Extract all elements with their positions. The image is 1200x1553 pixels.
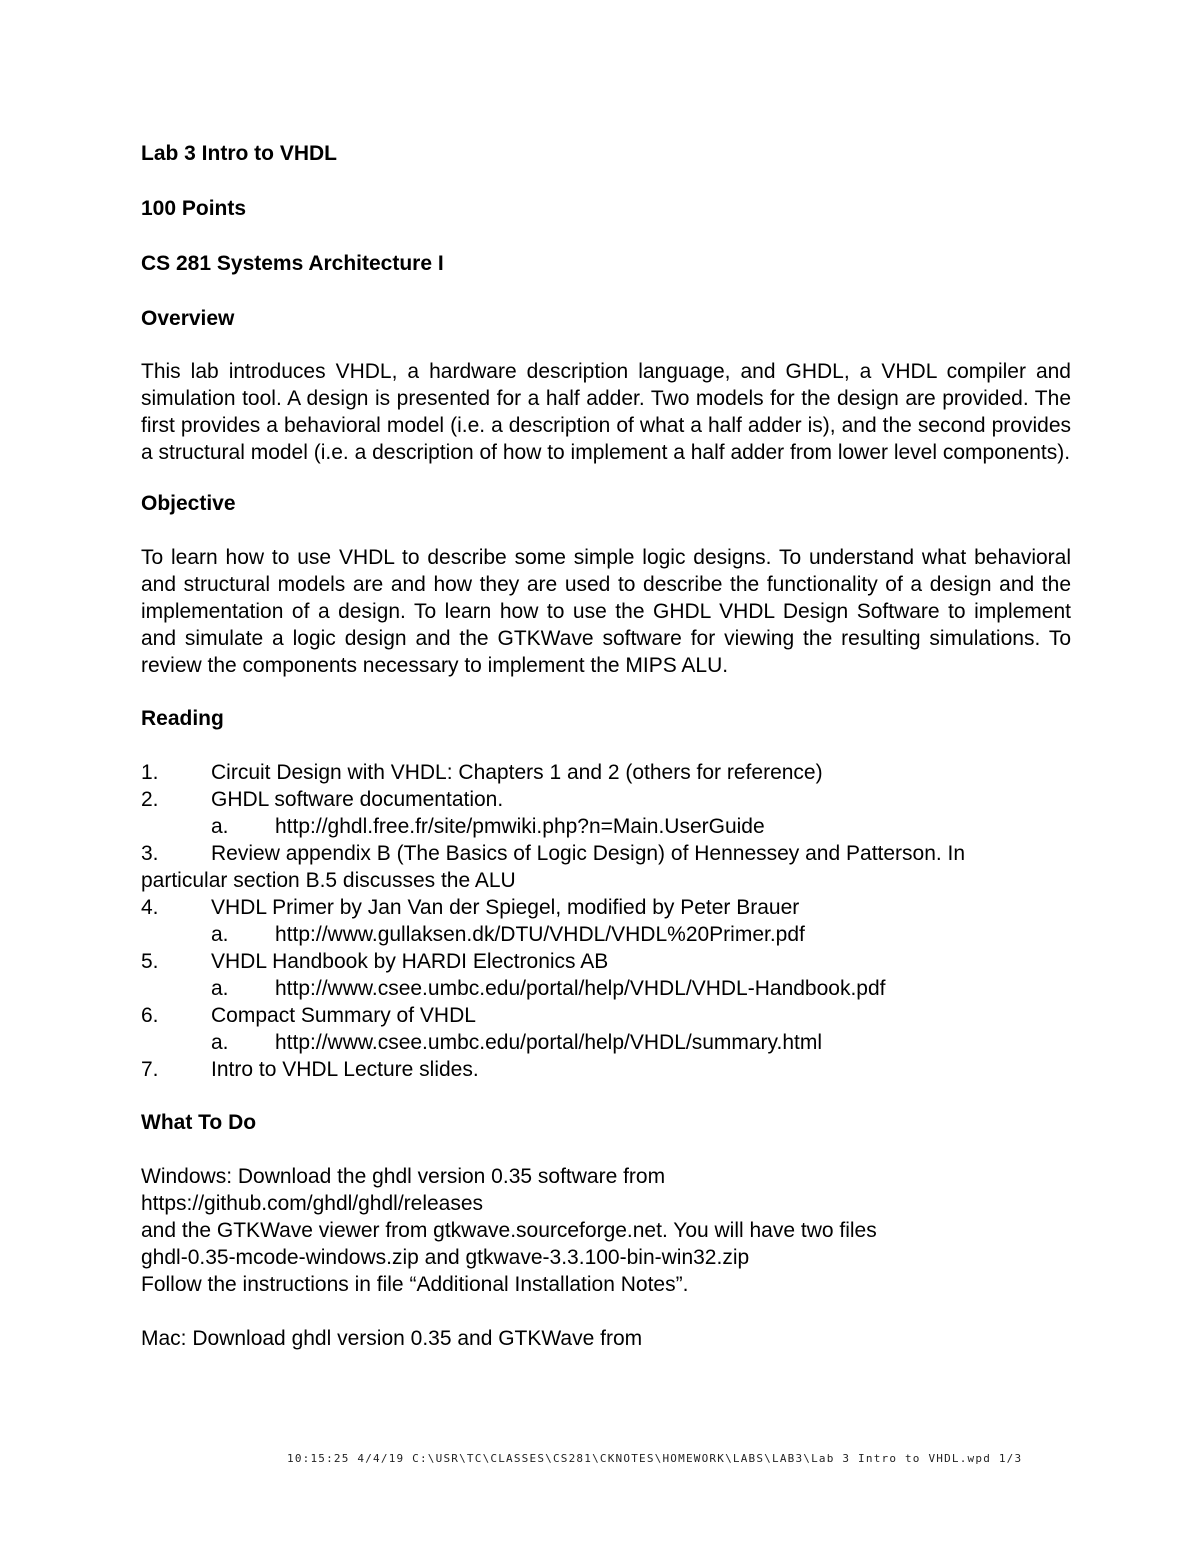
reading-link[interactable]: http://www.csee.umbc.edu/portal/help/VHDL/VHDL-Handbook.pdf xyxy=(275,977,886,1000)
reading-link[interactable]: http://ghdl.free.fr/site/pmwiki.php?n=Main.UserGuide xyxy=(275,815,765,838)
reading-heading: Reading xyxy=(141,707,224,730)
windows-instructions xyxy=(141,1163,1071,1298)
overview-body: This lab introduces VHDL, a hardware description language, and GHDL, a VHDL compiler and simulation tool. A design is presented for a half adder. Two models for the design are provided. The first provides a behavioral model (i.e. a description of what a half adder is), and the second provides a structural model (i.e. a description of how to implement a half adder from lower level components). xyxy=(141,360,1071,464)
objective-heading: Objective xyxy=(141,492,236,515)
course-title: CS 281 Systems Architecture I xyxy=(141,252,444,275)
list-item-text: Review appendix B (The Basics of Logic Design) of Hennessey and Patterson. In xyxy=(211,842,966,865)
sub-item-letter: a. xyxy=(211,815,229,838)
reading-link[interactable]: http://www.gullaksen.dk/DTU/VHDL/VHDL%20Primer.pdf xyxy=(275,923,805,946)
list-item xyxy=(141,786,1071,840)
list-item-text: GHDL software documentation. xyxy=(211,788,504,811)
lab-title: Lab 3 Intro to VHDL xyxy=(141,142,337,165)
sub-item-letter: a. xyxy=(211,977,229,1000)
list-item-text: VHDL Handbook by HARDI Electronics AB xyxy=(211,950,609,973)
windows-line: and the GTKWave viewer from gtkwave.sourceforge.net. You will have two files xyxy=(141,1219,877,1242)
list-item-continuation: particular section B.5 discusses the ALU xyxy=(141,869,516,892)
list-item-text: VHDL Primer by Jan Van der Spiegel, modified by Peter Brauer xyxy=(211,896,800,919)
windows-line: Follow the instructions in file “Additional Installation Notes”. xyxy=(141,1273,689,1296)
list-item xyxy=(141,1056,1071,1083)
list-item-text: Intro to VHDL Lecture slides. xyxy=(211,1058,479,1081)
reading-link[interactable]: http://www.csee.umbc.edu/portal/help/VHDL/summary.html xyxy=(275,1031,822,1054)
list-item-number: 2. xyxy=(141,788,159,811)
overview-heading: Overview xyxy=(141,307,235,330)
list-item-number: 6. xyxy=(141,1004,159,1027)
list-item-text: Circuit Design with VHDL: Chapters 1 and 2 (others for reference) xyxy=(211,761,823,784)
document-page xyxy=(141,140,1071,1352)
windows-link[interactable]: https://github.com/ghdl/ghdl/releases xyxy=(141,1192,484,1215)
list-item xyxy=(141,759,1071,786)
points-label: 100 Points xyxy=(141,197,247,220)
what-to-do-heading: What To Do xyxy=(141,1111,257,1134)
list-item xyxy=(141,948,1071,1002)
sub-item-letter: a. xyxy=(211,1031,229,1054)
windows-line: ghdl-0.35-mcode-windows.zip and gtkwave-3.3.100-bin-win32.zip xyxy=(141,1246,750,1269)
list-item-number: 3. xyxy=(141,842,159,865)
list-item xyxy=(141,894,1071,948)
list-item-number: 5. xyxy=(141,950,159,973)
sub-item-letter: a. xyxy=(211,923,229,946)
windows-line: Windows: Download the ghdl version 0.35 software from xyxy=(141,1165,666,1188)
list-item-number: 1. xyxy=(141,761,159,784)
list-item-text: Compact Summary of VHDL xyxy=(211,1004,476,1027)
list-item-number: 7. xyxy=(141,1058,159,1081)
mac-instructions: Mac: Download ghdl version 0.35 and GTKWave from xyxy=(141,1327,643,1350)
list-item xyxy=(141,1002,1071,1056)
objective-body: To learn how to use VHDL to describe some simple logic designs. To understand what behavioral and structural models are and how they are used to describe the functionality of a design and the implementation of a design. To learn how to use the GHDL VHDL Design Software to implement and simulate a logic design and the GTKWave software for viewing the resulting simulations. To review the components necessary to implement the MIPS ALU. xyxy=(141,546,1071,677)
reading-list xyxy=(141,759,1071,1083)
page-footer: 10:15:25 4/4/19 C:\USR\TC\CLASSES\CS281\CKNOTES\HOMEWORK\LABS\LAB3\Lab 3 Intro to VHDL.wpd 1/3 xyxy=(287,1452,1023,1465)
list-item-number: 4. xyxy=(141,896,159,919)
list-item xyxy=(141,840,1071,894)
